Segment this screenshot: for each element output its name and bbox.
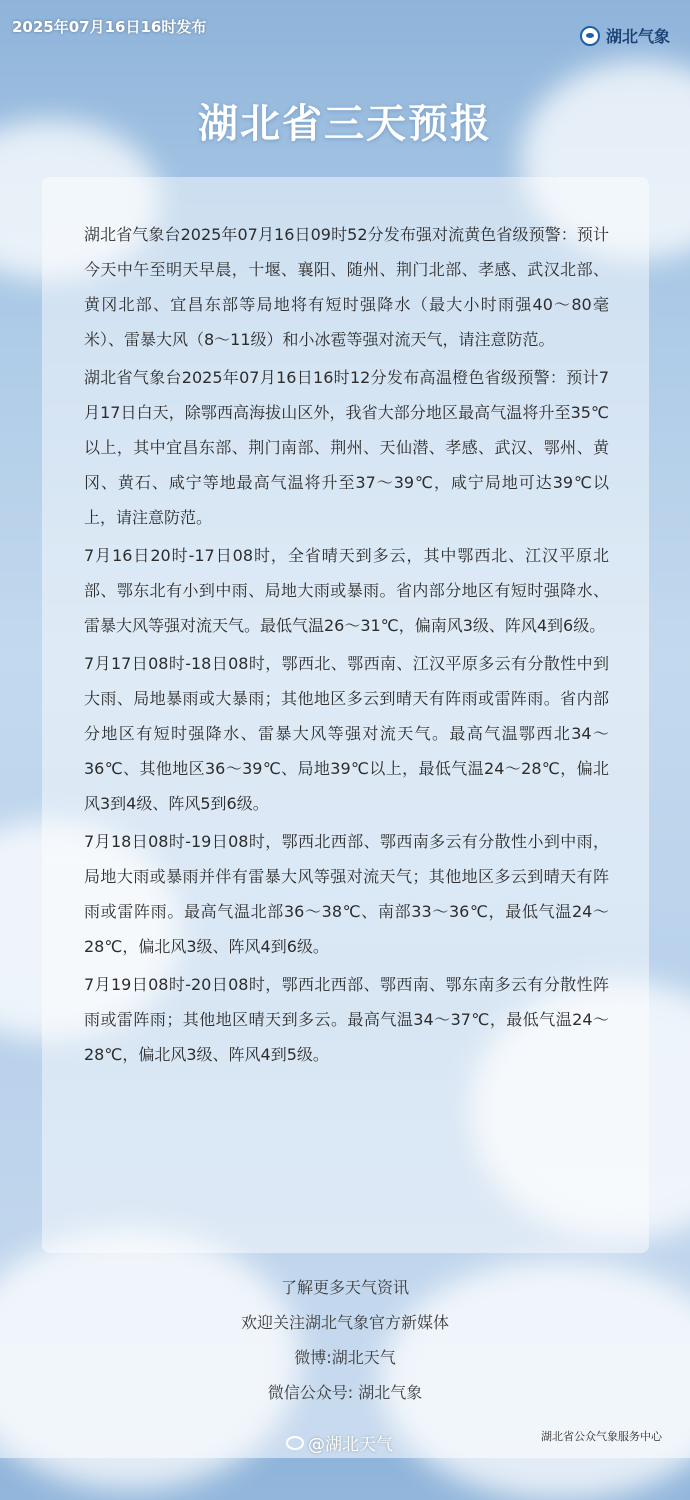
footer: [0, 1270, 690, 1410]
footer-line: 了解更多天气资讯: [280, 1278, 409, 1297]
forecast-paragraph: 7月17日08时-18日08时，鄂西北、鄂西南、江汉平原多云有分散性中到大雨、局地暴雨或大暴雨；其他地区多云到晴天有阵雨或雷阵雨。省内部分地区有短时强降水、雷暴大风等强对流天气。最高气温鄂西北34～36℃、其他地区36～39℃、局地39℃以上，最低气温24～28℃，偏北风3到4级、阵风5到6级。: [84, 654, 609, 813]
hubei-weather-logo-icon: [580, 26, 600, 46]
brand: [580, 24, 670, 47]
forecast-paragraph: 湖北省气象台2025年07月16日09时52分发布强对流黄色省级预警：预计今天中午至明天早晨，十堰、襄阳、随州、荆门北部、孝感、武汉北部、黄冈北部、宜昌东部等局地将有短时强降水（最大小时雨强40～80毫米）、雷暴大风（8～11级）和小冰雹等强对流天气，请注意防范。: [84, 225, 609, 349]
footer-line: 欢迎关注湖北气象官方新媒体: [240, 1313, 449, 1332]
forecast-card: [42, 177, 649, 1253]
forecast-paragraph: 7月19日08时-20日08时，鄂西北西部、鄂西南、鄂东南多云有分散性阵雨或雷阵雨；其他地区晴天到多云。最高气温34～37℃，最低气温24～28℃，偏北风3级、阵风4到5级。: [84, 975, 609, 1064]
footer-weibo-account: 微博:湖北天气: [294, 1348, 396, 1367]
forecast-paragraph: 7月18日08时-19日08时，鄂西北西部、鄂西南多云有分散性小到中雨，局地大雨或暴雨并伴有雷暴大风等强对流天气；其他地区多云到晴天有阵雨或雷阵雨。最高气温北部36～38℃、南部33～36℃，最低气温24～28℃，偏北风3级、阵风4到6级。: [84, 832, 609, 956]
weibo-icon: [286, 1436, 304, 1450]
service-center-name: 湖北省公众气象服务中心: [541, 1430, 662, 1443]
page-title: 湖北省三天预报: [198, 101, 492, 147]
forecast-paragraph: 湖北省气象台2025年07月16日16时12分发布高温橙色省级预警：预计7月17日白天，除鄂西高海拔山区外，我省大部分地区最高气温将升至35℃以上，其中宜昌东部、荆门南部、荆州、天仙潜、孝感、武汉、鄂州、黄冈、黄石、咸宁等地最高气温将升至37～39℃，咸宁局地可达39℃以上，请注意防范。: [84, 368, 609, 527]
brand-name: 湖北气象: [605, 27, 670, 46]
weibo-handle: @湖北天气: [308, 1435, 393, 1455]
weibo-watermark: [286, 1430, 393, 1455]
publish-time: 2025年07月16日16时发布: [12, 18, 207, 36]
footer-wechat-account: 微信公众号: 湖北气象: [267, 1383, 423, 1402]
forecast-paragraph: 7月16日20时-17日08时，全省晴天到多云，其中鄂西北、江汉平原北部、鄂东北有小到中雨、局地大雨或暴雨。省内部分地区有短时强降水、雷暴大风等强对流天气。最低气温26～31℃，偏南风3级、阵风4到6级。: [84, 546, 609, 635]
